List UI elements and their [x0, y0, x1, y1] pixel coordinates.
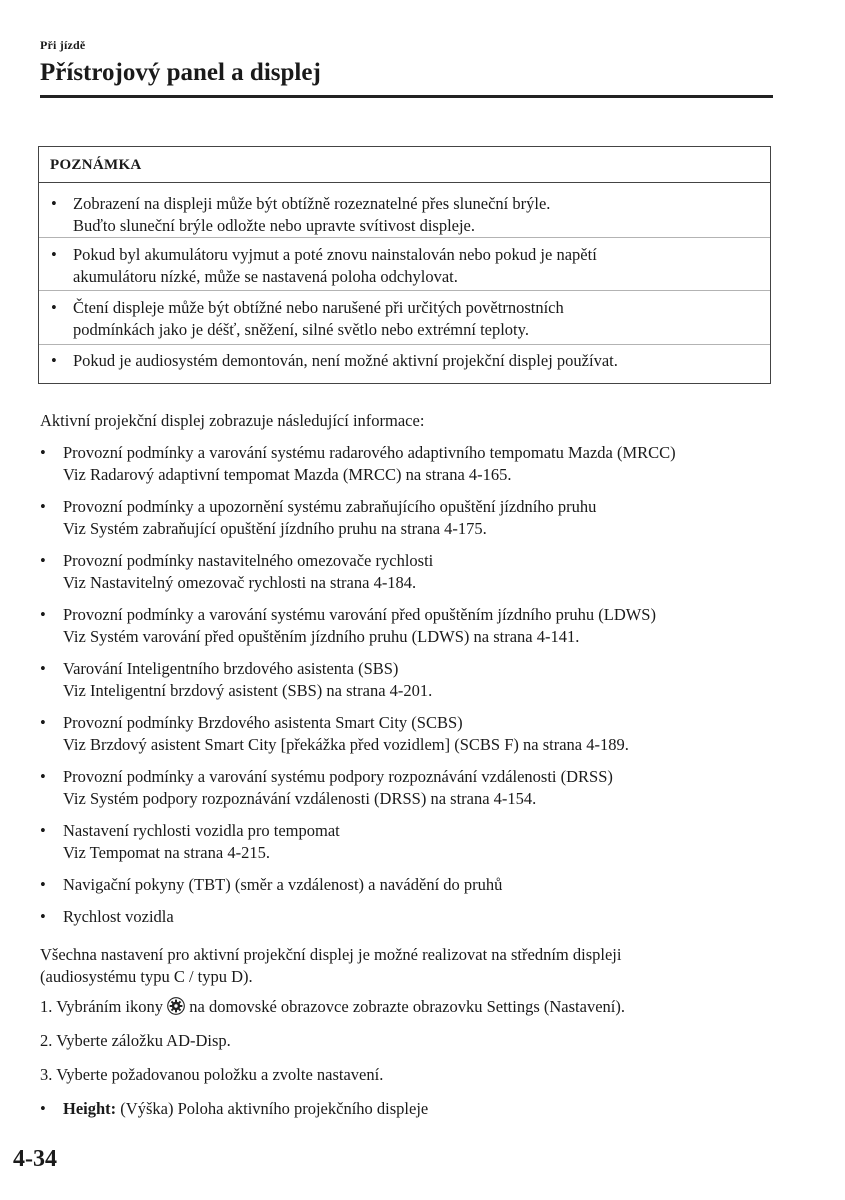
list-item [40, 658, 780, 712]
list-item [40, 906, 780, 938]
bullet-icon: • [51, 298, 57, 317]
item-text: Navigační pokyny (TBT) (směr a vzdálenost) a navádění do pruhů [63, 875, 503, 894]
bullet-icon: • [51, 194, 57, 213]
step-item [40, 996, 780, 1030]
settings-paragraph [40, 944, 780, 988]
note-item [39, 183, 770, 237]
bullet-icon: • [40, 551, 46, 570]
bullet-icon: • [40, 875, 46, 894]
list-item [40, 496, 780, 550]
note-line: podmínkách jako je déšť, sněžení, silné světlo nebo extrémní teploty. [73, 320, 529, 339]
settings-line: Všechna nastavení pro aktivní projekční displej je možné realizovat na středním displeji [40, 945, 622, 964]
item-reference: Viz Brzdový asistent Smart City [překážka před vozidlem] (SCBS F) na strana 4-189. [63, 735, 629, 754]
list-item [40, 712, 780, 766]
item-reference: Viz Tempomat na strana 4-215. [63, 843, 270, 862]
note-item [39, 344, 770, 383]
bullet-icon: • [40, 821, 46, 840]
item-text: Provozní podmínky a varování systému radarového adaptivního tempomatu Mazda (MRCC) [63, 443, 676, 462]
note-line: Zobrazení na displeji může být obtížně rozeznatelné přes sluneční brýle. [73, 194, 551, 213]
note-line: Buďto sluneční brýle odložte nebo upravte svítivost displeje. [73, 216, 476, 235]
section-label: Při jízdě [40, 38, 86, 52]
page-number: 4-34 [13, 1146, 57, 1172]
settings-gear-icon [167, 997, 185, 1015]
item-text: Rychlost vozidla [63, 907, 174, 926]
steps-list [40, 996, 780, 1098]
item-text: Nastavení rychlosti vozidla pro tempomat [63, 821, 340, 840]
list-item [40, 550, 780, 604]
item-text: Provozní podmínky a varování systému varování před opuštěním jízdního pruhu (LDWS) [63, 605, 656, 624]
step-number: 2. [40, 1031, 53, 1050]
list-item [40, 874, 780, 906]
item-reference: Viz Inteligentní brzdový asistent (SBS) na strana 4-201. [63, 681, 433, 700]
intro-paragraph: Aktivní projekční displej zobrazuje následující informace: [40, 411, 425, 430]
step-text: Vybráním ikony [56, 997, 163, 1016]
step-item [40, 1030, 780, 1064]
bullet-icon: • [40, 605, 46, 624]
step-text: na domovské obrazovce zobrazte obrazovku Settings (Nastavení). [189, 997, 625, 1016]
bullet-icon: • [40, 767, 46, 786]
height-label: Height: [63, 1099, 117, 1118]
height-item [40, 1098, 428, 1120]
bullet-icon: • [40, 497, 46, 516]
item-reference: Viz Nastavitelný omezovač rychlosti na strana 4-184. [63, 573, 417, 592]
note-line: Pokud je audiosystém demontován, není možné aktivní projekční displej používat. [73, 351, 618, 370]
note-line: akumulátoru nízké, může se nastavená poloha odchylovat. [73, 267, 458, 286]
bullet-icon: • [40, 659, 46, 678]
list-item [40, 442, 780, 496]
step-number: 3. [40, 1065, 53, 1084]
bullet-icon: • [40, 713, 46, 732]
item-reference: Viz Radarový adaptivní tempomat Mazda (MRCC) na strana 4-165. [63, 465, 512, 484]
item-text: Provozní podmínky a upozornění systému zabraňujícího opuštění jízdního pruhu [63, 497, 597, 516]
item-text: Provozní podmínky nastavitelného omezovače rychlosti [63, 551, 434, 570]
page-title: Přístrojový panel a displej [40, 59, 321, 86]
step-number: 1. [40, 997, 53, 1016]
note-line: Pokud byl akumulátoru vyjmut a poté znovu nainstalován nebo pokud je napětí [73, 245, 597, 264]
item-reference: Viz Systém varování před opuštěním jízdního pruhu (LDWS) na strana 4-141. [63, 627, 580, 646]
note-item [39, 237, 770, 290]
settings-line: (audiosystému typu C / typu D). [40, 967, 253, 986]
bullet-icon: • [40, 907, 46, 926]
item-text: Provozní podmínky a varování systému podpory rozpoznávání vzdálenosti (DRSS) [63, 767, 613, 786]
bullet-icon: • [51, 245, 57, 264]
height-text: (Výška) Poloha aktivního projekčního displeje [120, 1099, 429, 1118]
item-reference: Viz Systém podpory rozpoznávání vzdálenosti (DRSS) na strana 4-154. [63, 789, 537, 808]
step-text: Vyberte požadovanou položku a zvolte nastavení. [56, 1065, 384, 1084]
step-text: Vyberte záložku AD-Disp. [56, 1031, 231, 1050]
item-text: Provozní podmínky Brzdového asistenta Smart City (SCBS) [63, 713, 463, 732]
list-item [40, 604, 780, 658]
list-item [40, 820, 780, 874]
step-item [40, 1064, 780, 1098]
list-item [40, 766, 780, 820]
info-list [40, 442, 780, 938]
bullet-icon: • [40, 1099, 46, 1118]
item-reference: Viz Systém zabraňující opuštění jízdního pruhu na strana 4-175. [63, 519, 487, 538]
note-heading: POZNÁMKA [39, 147, 770, 183]
note-list [39, 183, 770, 383]
note-line: Čtení displeje může být obtížné nebo narušené při určitých povětrnostních [73, 298, 564, 317]
note-item [39, 290, 770, 344]
bullet-icon: • [40, 443, 46, 462]
title-divider [40, 95, 773, 98]
bullet-icon: • [51, 351, 57, 370]
note-box [38, 146, 771, 384]
item-text: Varování Inteligentního brzdového asistenta (SBS) [63, 659, 399, 678]
